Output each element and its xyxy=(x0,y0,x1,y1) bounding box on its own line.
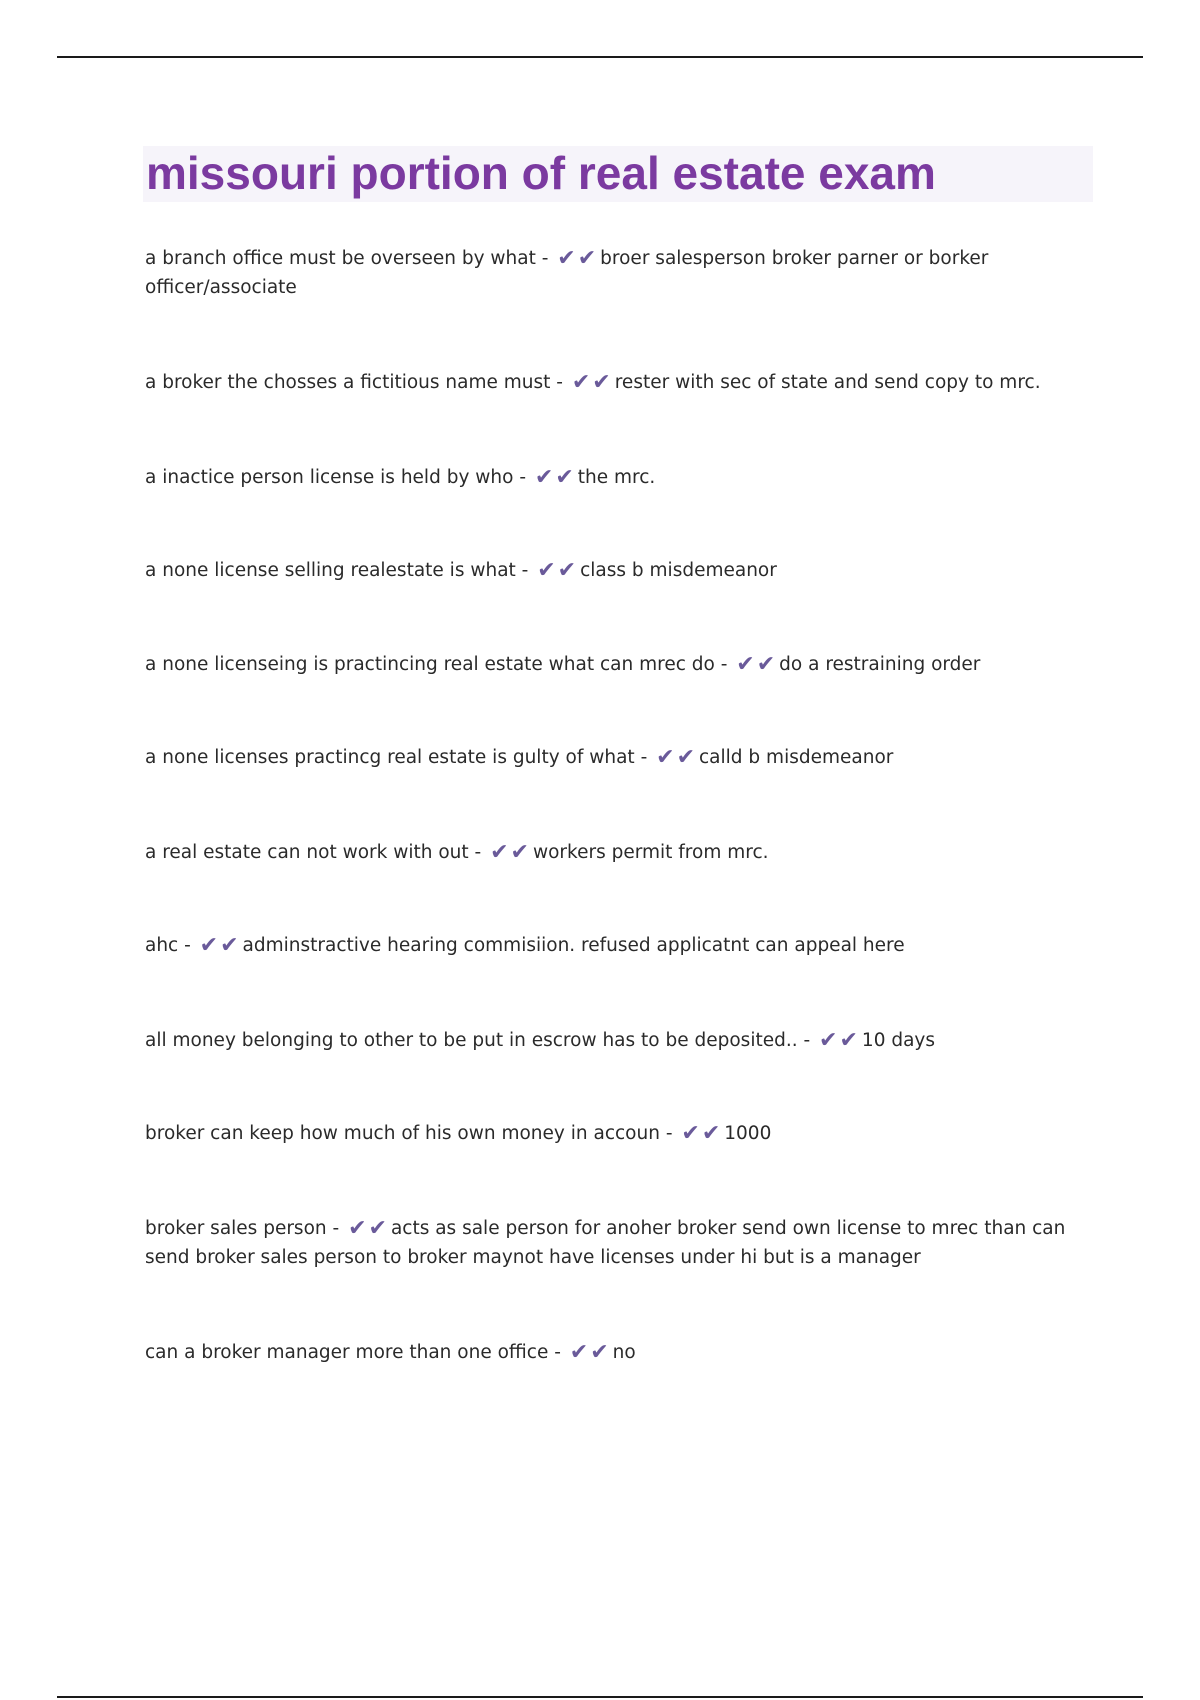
answer-checkmarks xyxy=(489,842,530,863)
answer-checkmarks xyxy=(556,248,597,269)
checkmark-icon: ✔ xyxy=(368,1216,387,1241)
qa-item xyxy=(145,556,1075,585)
checkmark-icon: ✔ xyxy=(592,370,611,395)
checkmark-icon: ✔ xyxy=(348,1216,367,1241)
qa-item xyxy=(145,1214,1075,1272)
question-text: a real estate can not work with out xyxy=(145,842,469,863)
checkmark-icon: ✔ xyxy=(656,745,675,770)
checkmark-icon: ✔ xyxy=(681,1121,700,1146)
checkmark-icon: ✔ xyxy=(199,933,219,958)
answer-text: rester with sec of state and send copy to mrc. xyxy=(614,372,1041,393)
top-rule xyxy=(57,56,1143,58)
qa-item xyxy=(145,838,1075,867)
answer-checkmarks xyxy=(818,1030,859,1051)
checkmark-icon: ✔ xyxy=(590,1340,609,1365)
qa-item xyxy=(145,650,1075,679)
answer-checkmarks xyxy=(569,1342,610,1363)
qa-item xyxy=(145,1338,1075,1367)
question-text: a inactice person license is held by who xyxy=(145,467,514,488)
separator-dash: - xyxy=(714,654,734,675)
checkmark-icon: ✔ xyxy=(569,1340,589,1365)
checkmark-icon: ✔ xyxy=(736,652,755,677)
answer-text: workers permit from mrc. xyxy=(532,842,769,863)
checkmark-icon: ✔ xyxy=(557,558,577,583)
question-text: a none licenseing is practincing real estate what can mrec do xyxy=(145,654,715,675)
separator-dash: - xyxy=(326,1218,346,1239)
answer-text: 10 days xyxy=(861,1030,936,1051)
qa-item xyxy=(145,743,1075,772)
question-text: a none licenses practincg real estate is gulty of what xyxy=(145,747,635,768)
checkmark-icon: ✔ xyxy=(701,1121,721,1146)
qa-item xyxy=(145,1119,1075,1148)
answer-checkmarks xyxy=(536,560,577,581)
checkmark-icon: ✔ xyxy=(577,246,597,271)
checkmark-icon: ✔ xyxy=(537,558,556,583)
checkmark-icon: ✔ xyxy=(676,745,696,770)
page-title: missouri portion of real estate exam xyxy=(146,147,936,199)
qa-item xyxy=(145,931,1075,960)
qa-item xyxy=(145,244,1075,302)
answer-text: the mrc. xyxy=(577,467,656,488)
separator-dash: - xyxy=(659,1123,679,1144)
separator-dash: - xyxy=(513,467,532,488)
answer-text: do a restraining order xyxy=(779,654,981,675)
answer-checkmarks xyxy=(735,654,776,675)
question-text: a none license selling realestate is what xyxy=(145,560,516,581)
checkmark-icon: ✔ xyxy=(819,1028,838,1053)
answer-checkmarks xyxy=(655,747,696,768)
question-text: broker can keep how much of his own money in accoun xyxy=(145,1123,660,1144)
checkmark-icon: ✔ xyxy=(510,840,529,865)
question-text: can a broker manager more than one office xyxy=(145,1342,549,1363)
separator-dash: - xyxy=(178,935,197,956)
checkmark-icon: ✔ xyxy=(571,370,591,395)
answer-text: adminstractive hearing commisiion. refused applicatnt can appeal here xyxy=(242,935,905,956)
question-text: a branch office must be overseen by what xyxy=(145,248,536,269)
answer-text: no xyxy=(612,1342,636,1363)
separator-dash: - xyxy=(797,1030,817,1051)
answer-text: calld b misdemeanor xyxy=(699,747,894,768)
qa-item xyxy=(145,1026,1075,1055)
separator-dash: - xyxy=(515,560,535,581)
separator-dash: - xyxy=(468,842,488,863)
answer-checkmarks xyxy=(571,372,612,393)
question-text: all money belonging to other to be put in escrow has to be deposited.. xyxy=(145,1030,798,1051)
question-text: a broker the chosses a fictitious name must xyxy=(145,372,551,393)
question-text: ahc xyxy=(145,935,179,956)
separator-dash: - xyxy=(548,1342,567,1363)
qa-item xyxy=(145,368,1075,397)
checkmark-icon: ✔ xyxy=(220,933,239,958)
answer-checkmarks xyxy=(347,1218,388,1239)
answer-text: acts as sale person for anoher broker send own license to mrec than can send broker sales person to broker maynot have licenses under hi but is a manager xyxy=(145,1218,1066,1268)
answer-checkmarks xyxy=(199,935,240,956)
answer-text: 1000 xyxy=(724,1123,772,1144)
checkmark-icon: ✔ xyxy=(557,246,576,271)
checkmark-icon: ✔ xyxy=(839,1028,858,1053)
bottom-rule xyxy=(57,1696,1143,1698)
separator-dash: - xyxy=(535,248,555,269)
checkmark-icon: ✔ xyxy=(555,465,574,490)
separator-dash: - xyxy=(550,372,569,393)
separator-dash: - xyxy=(634,747,654,768)
answer-text: broer salesperson broker parner or borker officer/associate xyxy=(145,248,989,298)
checkmark-icon: ✔ xyxy=(490,840,509,865)
question-text: broker sales person xyxy=(145,1218,327,1239)
answer-checkmarks xyxy=(534,467,575,488)
answer-text: class b misdemeanor xyxy=(580,560,777,581)
checkmark-icon: ✔ xyxy=(534,465,554,490)
qa-item xyxy=(145,463,1075,492)
answer-checkmarks xyxy=(680,1123,721,1144)
checkmark-icon: ✔ xyxy=(756,652,776,677)
